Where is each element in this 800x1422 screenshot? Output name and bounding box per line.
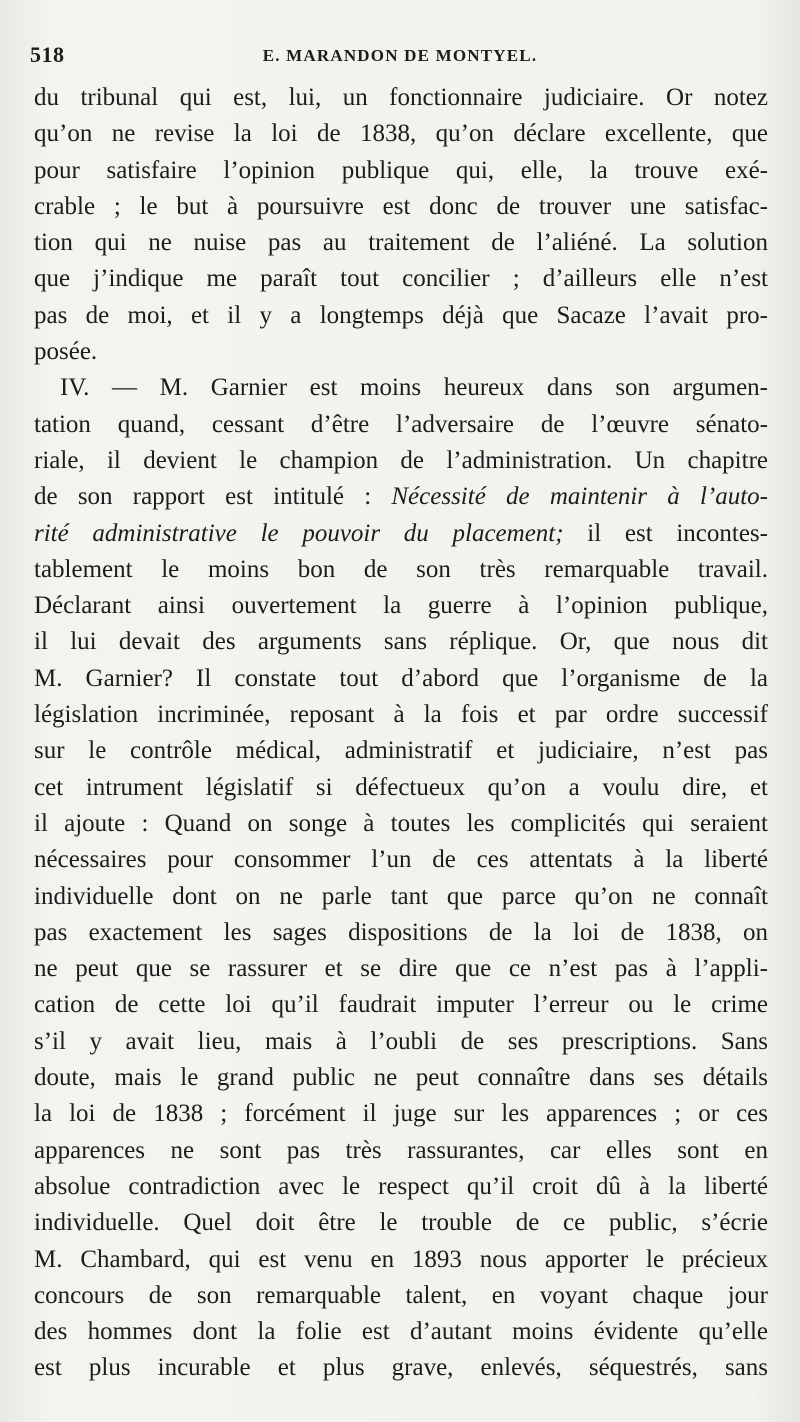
text-line: ne peut que se rassurer et se dire que ce n’est pas à l’appli-: [34, 955, 768, 983]
italic-title-segment: Nécessité de maintenir à l’auto-: [391, 483, 769, 511]
text-line: est plus incurable et plus grave, enlevés, séquestrés, sans: [34, 1354, 768, 1382]
text-line: M. Chambard, qui est venu en 1893 nous apporter le précieux: [34, 1245, 768, 1273]
text-line: il lui devait des arguments sans réplique. Or, que nous dit: [34, 628, 768, 656]
text-line: qu’on ne revise la loi de 1838, qu’on déclare excellente, que: [34, 120, 768, 148]
text-line: pour satisfaire l’opinion publique qui, elle, la trouve exé-: [34, 156, 768, 184]
text-line: riale, il devient le champion de l’administration. Un chapitre: [34, 446, 768, 474]
text-line-segment: de son rapport est intitulé :: [34, 483, 392, 511]
text-line: pas de moi, et il y a longtemps déjà que Sacaze l’avait pro-: [34, 301, 768, 329]
text-line-segment: il est incontes-: [563, 519, 768, 547]
text-line: que j’indique me paraît tout concilier ; d’ailleurs elle n’est: [34, 265, 768, 293]
text-line: doute, mais le grand public ne peut connaître dans ses détails: [34, 1064, 768, 1092]
text-line: nécessaires pour consommer l’un de ces attentats à la liberté: [34, 846, 768, 874]
text-line: tion qui ne nuise pas au traitement de l’aliéné. La solution: [34, 229, 768, 257]
page-header: [30, 42, 770, 76]
text-line: pas exactement les sages dispositions de la loi de 1838, on: [34, 918, 768, 946]
text-line: crable ; le but à poursuivre est donc de trouver une satisfac-: [34, 192, 768, 220]
text-line: concours de son remarquable talent, en voyant chaque jour: [34, 1281, 768, 1309]
text-line: sur le contrôle médical, administratif et judiciaire, n’est pas: [34, 737, 768, 765]
text-line: [34, 516, 768, 552]
running-head: E. MARANDON DE MONTYEL.: [262, 46, 538, 65]
text-line: posée.: [34, 338, 98, 366]
text-line: absolue contradiction avec le respect qu’il croit dû à la liberté: [34, 1172, 768, 1200]
text-line: tation quand, cessant d’être l’adversaire de l’œuvre sénato-: [34, 410, 768, 438]
text-line: il ajoute : Quand on songe à toutes les complicités qui seraient: [34, 809, 768, 837]
text-line: M. Garnier? Il constate tout d’abord que l’organisme de la: [34, 664, 768, 692]
text-line: individuelle dont on ne parle tant que parce qu’on ne connaît: [34, 882, 768, 910]
text-line: cet intrument législatif si défectueux qu’on a voulu dire, et: [34, 773, 768, 801]
text-line: la loi de 1838 ; forcément il juge sur les apparences ; or ces: [34, 1100, 768, 1128]
page-number: 518: [30, 42, 65, 67]
text-line: des hommes dont la folie est d’autant moins évidente qu’elle: [34, 1318, 768, 1346]
text-line: tablement le moins bon de son très remarquable travail.: [34, 555, 768, 583]
text-line: IV. — M. Garnier est moins heureux dans son argumen-: [60, 374, 768, 402]
text-line: cation de cette loi qu’il faudrait imputer l’erreur ou le crime: [34, 991, 768, 1019]
italic-title-segment: rité administrative le pouvoir du placement;: [34, 519, 564, 547]
text-line: législation incriminée, reposant à la fois et par ordre successif: [34, 701, 768, 729]
text-line: du tribunal qui est, lui, un fonctionnaire judiciaire. Or notez: [34, 84, 768, 111]
text-line: apparences ne sont pas très rassurantes, car elles sont en: [34, 1136, 768, 1164]
text-line: s’il y avait lieu, mais à l’oubli de ses prescriptions. Sans: [34, 1027, 768, 1055]
body-text: [34, 80, 768, 1387]
text-line: Déclarant ainsi ouvertement la guerre à l’opinion publique,: [34, 592, 768, 620]
text-line: [34, 479, 768, 515]
text-line: individuelle. Quel doit être le trouble de ce public, s’écrie: [34, 1209, 768, 1237]
